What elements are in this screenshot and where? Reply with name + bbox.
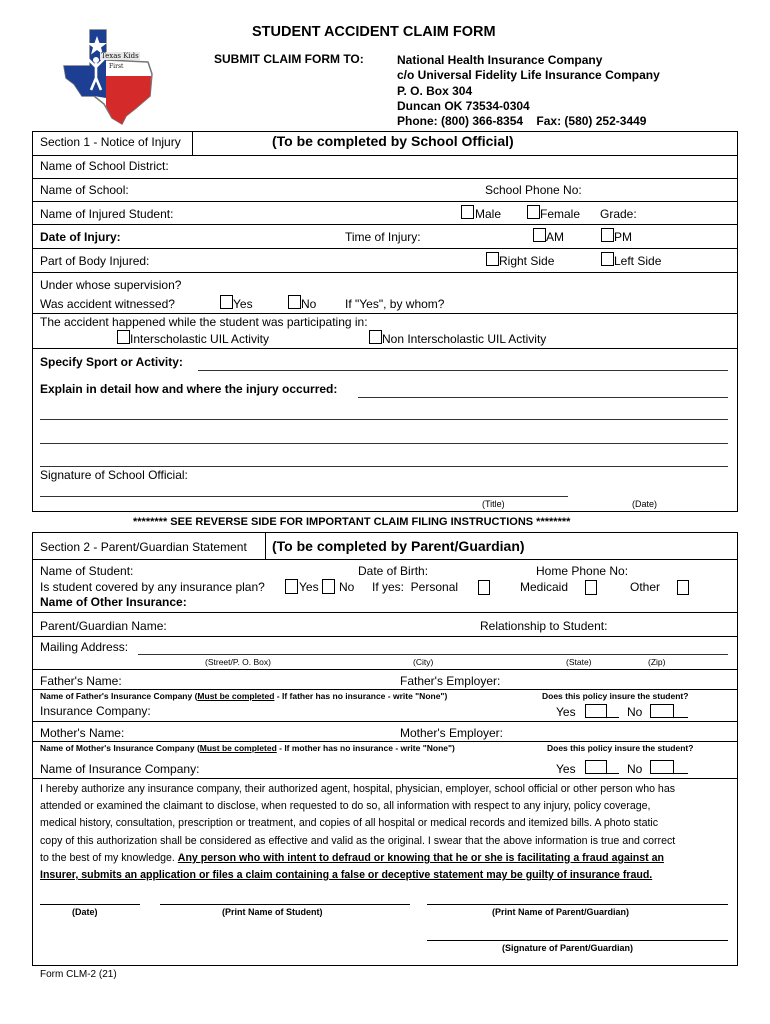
personal-checkbox[interactable]	[478, 580, 490, 595]
section1-header-divider	[33, 155, 737, 156]
explain-line-1[interactable]	[358, 397, 728, 398]
signature-line[interactable]	[40, 496, 568, 497]
explain-line-4[interactable]	[40, 466, 728, 467]
sport-line[interactable]	[198, 370, 728, 371]
mother-box-line	[33, 778, 737, 779]
insurer-line: c/o Universal Fidelity Life Insurance Company	[397, 68, 660, 83]
fraud-warning-cont: Insurer, submits an application or files a claim containing a false or deceptive statement may be guilty of insurance fraud.	[40, 869, 653, 882]
am-label: AM	[546, 230, 564, 244]
participating-line	[33, 348, 737, 349]
insurer-line: Phone: (800) 366-8354 Fax: (580) 252-3449	[397, 114, 647, 129]
home-phone-label: Home Phone No:	[536, 564, 629, 578]
auth-line	[40, 850, 730, 867]
witnessed-no-label: No	[301, 297, 317, 311]
pm-checkbox[interactable]	[601, 228, 614, 242]
other-insurance-line[interactable]	[33, 612, 737, 613]
title-caption: (Title)	[482, 499, 505, 509]
father-line[interactable]	[33, 689, 737, 690]
form-number: Form CLM-2 (21)	[40, 969, 117, 980]
father-name-label: Father's Name:	[40, 674, 122, 688]
interscholastic-label: Interscholastic UIL Activity	[130, 332, 269, 346]
male-label: Male	[475, 207, 502, 221]
sport-label: Specify Sport or Activity:	[40, 355, 183, 369]
father-policy-no-label: No	[627, 705, 643, 719]
father-no-line	[674, 717, 688, 718]
parent-signature-caption: (Signature of Parent/Guardian)	[502, 943, 634, 953]
street-caption: (Street/P. O. Box)	[205, 657, 271, 667]
father-employer-label: Father's Employer:	[400, 674, 501, 688]
mother-insurance-company-label: Name of Insurance Company:	[40, 762, 200, 776]
mother-insurance-note	[40, 744, 455, 754]
covered-yes-checkbox[interactable]	[285, 579, 298, 594]
interscholastic-checkbox[interactable]	[117, 330, 130, 344]
date-time-line[interactable]	[33, 248, 737, 249]
zip-caption: (Zip)	[648, 657, 666, 667]
parent-signature-line[interactable]	[427, 940, 728, 941]
relationship-label: Relationship to Student:	[480, 619, 608, 633]
city-caption: (City)	[413, 657, 434, 667]
left-side-checkbox[interactable]	[601, 252, 614, 266]
school-phone-label: School Phone No:	[485, 183, 582, 197]
father-insurance-note-b: - If father has no insurance - write "None")	[274, 691, 448, 701]
school-name-label: Name of School:	[40, 183, 129, 197]
mother-employer-label: Mother's Employer:	[400, 726, 503, 740]
print-student-caption: (Print Name of Student)	[222, 907, 323, 917]
mother-name-label: Mother's Name:	[40, 726, 125, 740]
witness-line[interactable]	[33, 313, 737, 314]
section2-header-divider	[33, 559, 737, 560]
mailing-box-line	[33, 669, 737, 670]
witnessed-no-checkbox[interactable]	[288, 295, 301, 309]
mother-yes-line	[607, 773, 619, 774]
must-be-completed: Must be completed	[199, 743, 277, 753]
auth-line: copy of this authorization shall be considered as effective and valid as the original. I swear that the above information is true and correct	[40, 834, 676, 847]
section2-label: Section 2 - Parent/Guardian Statement	[40, 540, 247, 554]
body-part-line[interactable]	[33, 272, 737, 273]
covered-label: Is student covered by any insurance plan?	[40, 580, 265, 594]
body-part-label: Part of Body Injured:	[40, 254, 150, 268]
date-of-injury-label: Date of Injury:	[40, 230, 121, 244]
witnessed-yes-label: Yes	[233, 297, 253, 311]
witnessed-label: Was accident witnessed?	[40, 297, 175, 311]
mother-insurance-note-b: - If mother has no insurance - write "None")	[276, 743, 455, 753]
mother-insurance-note-a: Name of Mother's Insurance Company (	[40, 743, 200, 753]
print-student-line[interactable]	[160, 904, 410, 905]
logo-text-line1: Texas Kids	[101, 52, 139, 60]
insurer-address	[397, 53, 660, 129]
father-policy-yes-box[interactable]	[585, 704, 607, 718]
logo-text-line2: First	[109, 63, 124, 70]
student-line[interactable]	[33, 224, 737, 225]
non-interscholastic-checkbox[interactable]	[369, 330, 382, 344]
female-label: Female	[540, 207, 581, 221]
mother-policy-yes-label: Yes	[556, 762, 576, 776]
must-be-completed: Must be completed	[197, 691, 275, 701]
female-checkbox[interactable]	[527, 205, 540, 219]
texas-kids-first-logo	[60, 26, 160, 126]
other-checkbox[interactable]	[677, 580, 689, 595]
right-side-checkbox[interactable]	[486, 252, 499, 266]
father-insurance-note	[40, 692, 447, 702]
injured-student-label: Name of Injured Student:	[40, 207, 174, 221]
by-whom-label: If "Yes", by whom?	[345, 297, 445, 311]
right-side-label: Right Side	[499, 254, 555, 268]
print-parent-caption: (Print Name of Parent/Guardian)	[492, 907, 630, 917]
if-yes-personal-label: If yes: Personal	[372, 580, 459, 594]
supervision-label: Under whose supervision?	[40, 278, 182, 292]
section1-header-sep	[192, 132, 193, 155]
insurer-line: Duncan OK 73534-0304	[397, 98, 530, 113]
father-policy-no-box[interactable]	[650, 704, 674, 718]
section2-header-sep	[265, 533, 266, 559]
explain-line-2[interactable]	[40, 419, 728, 420]
date-signature-line[interactable]	[40, 904, 140, 905]
other-label: Other	[630, 580, 661, 594]
covered-yes-label: Yes	[299, 580, 319, 594]
grade-label: Grade:	[600, 207, 637, 221]
submit-label: SUBMIT CLAIM FORM TO:	[214, 52, 364, 66]
mother-policy-question: Does this policy insure the student?	[547, 743, 694, 753]
mailing-line[interactable]	[138, 654, 728, 655]
participating-label: The accident happened while the student was participating in:	[40, 315, 368, 329]
student-name-label: Name of Student:	[40, 564, 134, 578]
authorization-text	[40, 781, 730, 884]
school-district-line[interactable]	[33, 178, 737, 179]
left-side-label: Left Side	[614, 254, 662, 268]
father-policy-question: Does this policy insure the student?	[542, 691, 689, 701]
fraud-warning: Any person who with intent to defraud or knowing that he or she is facilitating a fraud against an	[177, 851, 664, 864]
medicaid-checkbox[interactable]	[585, 580, 597, 595]
father-insurance-note-a: Name of Father's Insurance Company (	[40, 691, 198, 701]
explain-label: Explain in detail how and where the injury occurred:	[40, 382, 338, 396]
section2-note: (To be completed by Parent/Guardian)	[272, 538, 525, 554]
auth-line5-text: to the best of my knowledge.	[40, 851, 178, 864]
male-checkbox[interactable]	[461, 205, 474, 219]
form-title: STUDENT ACCIDENT CLAIM FORM	[252, 24, 496, 40]
father-insurance-company-label: Insurance Company:	[40, 704, 151, 718]
other-insurance-label: Name of Other Insurance:	[40, 595, 187, 609]
covered-no-checkbox[interactable]	[322, 579, 335, 594]
mother-policy-no-label: No	[627, 762, 643, 776]
mother-policy-no-box[interactable]	[650, 760, 674, 774]
mother-policy-yes-box[interactable]	[585, 760, 607, 774]
school-line[interactable]	[33, 201, 737, 202]
father-policy-yes-label: Yes	[556, 705, 576, 719]
pm-label: PM	[614, 230, 632, 244]
non-interscholastic-label: Non Interscholastic UIL Activity	[382, 332, 547, 346]
section1-label: Section 1 - Notice of Injury	[40, 135, 181, 149]
auth-line: attended or examined the claimant to disclose, when requested to do so, all information with respect to any injury, policy coverage,	[40, 800, 651, 813]
state-caption: (State)	[566, 657, 592, 667]
father-box-line	[33, 721, 737, 722]
medicaid-label: Medicaid	[520, 580, 569, 594]
auth-line: I hereby authorize any insurance company, their authorized agent, hospital, physician, employer, school official or other person who has	[40, 783, 676, 795]
print-parent-line[interactable]	[427, 904, 728, 905]
covered-no-label: No	[339, 580, 355, 594]
am-checkbox[interactable]	[533, 228, 546, 242]
father-yes-line	[607, 717, 619, 718]
insurer-line: National Health Insurance Company	[397, 53, 603, 67]
sig-date-caption: (Date)	[72, 907, 98, 917]
time-of-injury-label: Time of Injury:	[345, 230, 421, 244]
witnessed-yes-checkbox[interactable]	[220, 295, 233, 309]
reverse-side-notice: ******** SEE REVERSE SIDE FOR IMPORTANT CLAIM FILING INSTRUCTIONS ********	[133, 516, 571, 528]
mother-no-line	[674, 773, 688, 774]
mother-line[interactable]	[33, 741, 737, 742]
section1-note: (To be completed by School Official)	[272, 133, 514, 149]
school-official-signature-label: Signature of School Official:	[40, 468, 188, 482]
dob-label: Date of Birth:	[358, 564, 429, 578]
insurer-line: P. O. Box 304	[397, 83, 473, 98]
school-district-label: Name of School District:	[40, 159, 169, 173]
parent-name-label: Parent/Guardian Name:	[40, 619, 167, 633]
parent-line[interactable]	[33, 636, 737, 637]
mailing-address-label: Mailing Address:	[40, 640, 129, 654]
auth-line: medical history, consultation, prescription or treatment, and copies of all hospital or medical records and itemized bills. A photo static	[40, 817, 659, 830]
date-caption: (Date)	[632, 499, 658, 509]
explain-line-3[interactable]	[40, 443, 728, 444]
